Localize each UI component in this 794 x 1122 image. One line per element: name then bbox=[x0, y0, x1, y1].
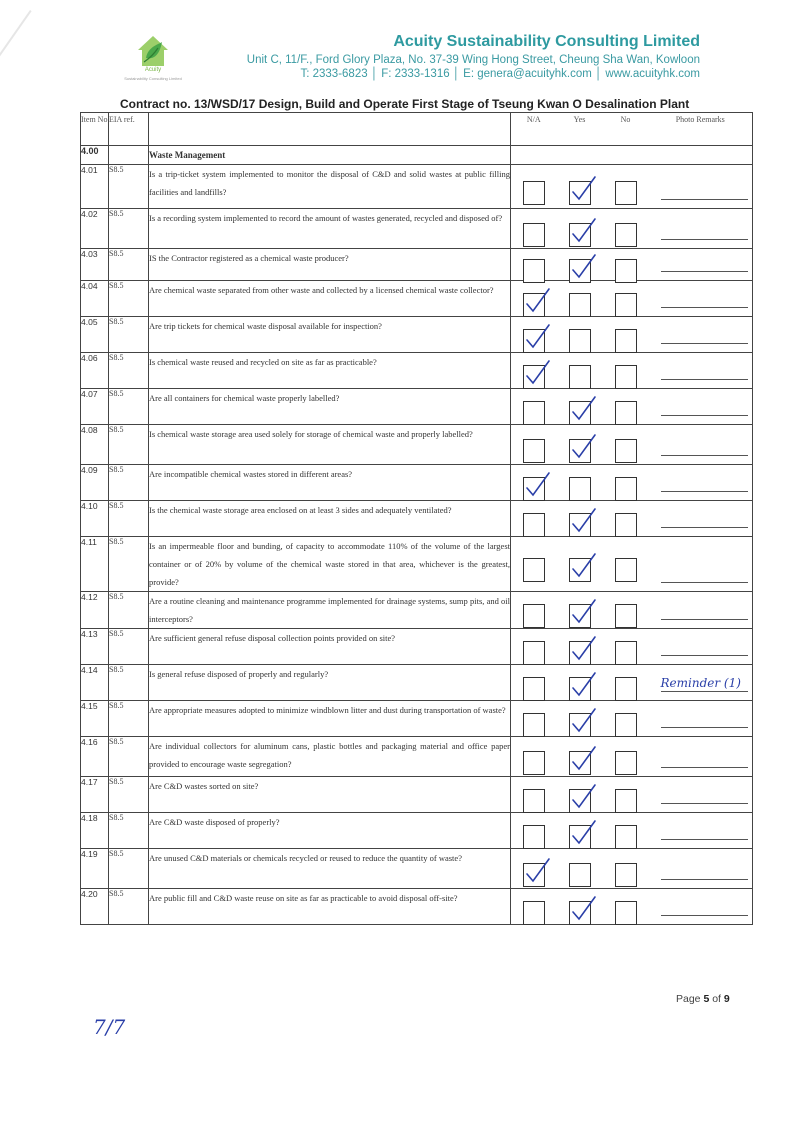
table-row bbox=[81, 165, 753, 209]
item-number: 4.03 bbox=[81, 249, 109, 281]
photo-remarks-cell[interactable] bbox=[649, 592, 753, 629]
remarks-line bbox=[661, 619, 749, 620]
item-number: 4.07 bbox=[81, 389, 109, 425]
item-number: 4.01 bbox=[81, 165, 109, 209]
yes-checkbox[interactable] bbox=[569, 713, 591, 737]
na-checkbox[interactable] bbox=[523, 513, 545, 537]
remarks-line bbox=[661, 915, 749, 916]
na-checkbox[interactable] bbox=[523, 789, 545, 813]
section-row bbox=[81, 146, 753, 165]
na-checkbox[interactable] bbox=[523, 223, 545, 247]
checklist-question: Are C&D waste disposed of properly? bbox=[149, 813, 511, 849]
photo-remarks-cell[interactable] bbox=[649, 209, 753, 249]
checklist-question: IS the Contractor registered as a chemical waste producer? bbox=[149, 249, 511, 281]
item-number: 4.15 bbox=[81, 701, 109, 737]
table-row bbox=[81, 317, 753, 353]
item-number: 4.08 bbox=[81, 425, 109, 465]
remarks-line bbox=[661, 343, 749, 344]
handwritten-tick-icon bbox=[522, 358, 552, 388]
remarks-line bbox=[661, 767, 749, 768]
photo-remarks-cell[interactable] bbox=[649, 813, 753, 849]
na-checkbox[interactable] bbox=[523, 439, 545, 463]
remarks-line bbox=[661, 239, 749, 240]
checklist-question: Is chemical waste reused and recycled on site as far as practicable? bbox=[149, 353, 511, 389]
na-checkbox[interactable] bbox=[523, 751, 545, 775]
logo-subtext: Sustainability Consulting Limited bbox=[124, 76, 182, 81]
no-checkbox[interactable] bbox=[615, 558, 637, 582]
handwritten-tick-icon bbox=[568, 670, 598, 700]
table-row bbox=[81, 889, 753, 925]
remarks-line bbox=[661, 307, 749, 308]
eia-ref: S8.5 bbox=[109, 317, 149, 353]
handwritten-tick-icon bbox=[568, 818, 598, 848]
photo-remarks-cell[interactable] bbox=[649, 353, 753, 389]
table-row bbox=[81, 501, 753, 537]
eia-ref: S8.5 bbox=[109, 629, 149, 665]
remarks-line bbox=[661, 879, 749, 880]
checklist-question: Is an impermeable floor and bunding, of capacity to accommodate 110% of the volume of the largest container or of 20% by volume of the chemical waste stored in that area, whichever is the greatest, provide? bbox=[149, 537, 511, 592]
checklist-question: Is a recording system implemented to record the amount of wastes generated, recycled and disposed of? bbox=[149, 209, 511, 249]
item-number: 4.19 bbox=[81, 849, 109, 889]
photo-remarks-cell[interactable] bbox=[649, 465, 753, 501]
checklist-question: Are chemical waste separated from other waste and collected by a licensed chemical waste collector? bbox=[149, 281, 511, 317]
photo-remarks-cell[interactable] bbox=[649, 849, 753, 889]
table-row bbox=[81, 537, 753, 592]
waste-management-checklist bbox=[80, 112, 753, 925]
handwritten-tick-icon bbox=[568, 252, 598, 282]
checklist-question: Are individual collectors for aluminum cans, plastic bottles and packaging material and office paper provided to encourage waste segregation? bbox=[149, 737, 511, 777]
no-checkbox[interactable] bbox=[615, 901, 637, 925]
checklist-question: Is general refuse disposed of properly and regularly? bbox=[149, 665, 511, 701]
remarks-line bbox=[661, 582, 749, 583]
col-question-header bbox=[149, 113, 511, 146]
section-title: Waste Management bbox=[149, 146, 511, 165]
eia-ref: S8.5 bbox=[109, 777, 149, 813]
checklist-question: Are incompatible chemical wastes stored in different areas? bbox=[149, 465, 511, 501]
remarks-line bbox=[661, 803, 749, 804]
col-remarks-header: Photo Remarks bbox=[649, 113, 753, 146]
photo-remarks-cell[interactable] bbox=[649, 281, 753, 317]
na-checkbox[interactable] bbox=[523, 401, 545, 425]
handwritten-tick-icon bbox=[522, 856, 552, 886]
item-number: 4.18 bbox=[81, 813, 109, 849]
na-checkbox[interactable] bbox=[523, 558, 545, 582]
handwritten-tick-icon bbox=[568, 174, 598, 204]
photo-remarks-cell[interactable] bbox=[649, 317, 753, 353]
checklist-question: Are all containers for chemical waste properly labelled? bbox=[149, 389, 511, 425]
no-checkbox[interactable] bbox=[615, 329, 637, 353]
checklist-question: Are a routine cleaning and maintenance programme implemented for drainage systems, sump pits, and oil interceptors? bbox=[149, 592, 511, 629]
no-checkbox[interactable] bbox=[615, 365, 637, 389]
checklist-question: Are C&D wastes sorted on site? bbox=[149, 777, 511, 813]
item-number: 4.12 bbox=[81, 592, 109, 629]
yes-checkbox[interactable] bbox=[569, 513, 591, 537]
handwritten-tick-icon bbox=[568, 597, 598, 627]
photo-remarks-cell[interactable] bbox=[649, 165, 753, 209]
photo-remarks-cell[interactable] bbox=[649, 425, 753, 465]
handwritten-tick-icon bbox=[568, 744, 598, 774]
checklist-question: Is the chemical waste storage area enclosed on at least 3 sides and adequately ventilated? bbox=[149, 501, 511, 537]
eia-ref: S8.5 bbox=[109, 537, 149, 592]
na-checkbox[interactable] bbox=[523, 477, 545, 501]
item-number: 4.09 bbox=[81, 465, 109, 501]
table-row bbox=[81, 737, 753, 777]
table-row bbox=[81, 389, 753, 425]
handwritten-tick-icon bbox=[568, 894, 598, 924]
eia-ref: S8.5 bbox=[109, 849, 149, 889]
remarks-line bbox=[661, 839, 749, 840]
eia-ref: S8.5 bbox=[109, 813, 149, 849]
company-address: Unit C, 11/F., Ford Glory Plaza, No. 37-39 Wing Hong Street, Cheung Sha Wan, Kowloon bbox=[246, 54, 700, 66]
item-number: 4.05 bbox=[81, 317, 109, 353]
table-row bbox=[81, 813, 753, 849]
eia-ref: S8.5 bbox=[109, 281, 149, 317]
item-number: 4.17 bbox=[81, 777, 109, 813]
photo-remarks-cell[interactable] bbox=[649, 665, 753, 701]
na-checkbox[interactable] bbox=[523, 293, 545, 317]
no-checkbox[interactable] bbox=[615, 293, 637, 317]
item-number: 4.02 bbox=[81, 209, 109, 249]
checklist-question: Are unused C&D materials or chemicals recycled or reused to reduce the quantity of waste? bbox=[149, 849, 511, 889]
no-checkbox[interactable] bbox=[615, 223, 637, 247]
checklist-question: Are appropriate measures adopted to minimize windblown litter and dust during transportation of waste? bbox=[149, 701, 511, 737]
table-row bbox=[81, 592, 753, 629]
photo-remarks-cell[interactable] bbox=[649, 249, 753, 281]
na-checkbox[interactable] bbox=[523, 604, 545, 628]
no-checkbox[interactable] bbox=[615, 513, 637, 537]
checklist-question: Are public fill and C&D waste reuse on site as far as practicable to avoid disposal off-site? bbox=[149, 889, 511, 925]
table-row bbox=[81, 665, 753, 701]
remarks-line bbox=[661, 455, 749, 456]
no-checkbox[interactable] bbox=[615, 863, 637, 887]
yes-checkbox[interactable] bbox=[569, 181, 591, 205]
yes-checkbox[interactable] bbox=[569, 901, 591, 925]
item-number: 4.06 bbox=[81, 353, 109, 389]
no-checkbox[interactable] bbox=[615, 677, 637, 701]
photo-remarks-cell[interactable] bbox=[649, 737, 753, 777]
handwritten-tick-icon bbox=[522, 470, 552, 500]
eia-ref: S8.5 bbox=[109, 209, 149, 249]
handwritten-tick-icon bbox=[568, 551, 598, 581]
item-number: 4.13 bbox=[81, 629, 109, 665]
yes-checkbox[interactable] bbox=[569, 825, 591, 849]
yes-checkbox[interactable] bbox=[569, 789, 591, 813]
checklist-question: Are trip tickets for chemical waste disposal available for inspection? bbox=[149, 317, 511, 353]
yes-checkbox[interactable] bbox=[569, 329, 591, 353]
handwritten-tick-icon bbox=[568, 506, 598, 536]
no-checkbox[interactable] bbox=[615, 259, 637, 283]
photo-remarks-cell[interactable] bbox=[649, 701, 753, 737]
remarks-line bbox=[661, 691, 749, 692]
photo-remarks-cell[interactable] bbox=[649, 629, 753, 665]
yes-checkbox[interactable] bbox=[569, 558, 591, 582]
eia-ref: S8.5 bbox=[109, 737, 149, 777]
remarks-line bbox=[661, 271, 749, 272]
handwritten-tick-icon bbox=[568, 782, 598, 812]
col-no-header: No bbox=[603, 113, 649, 146]
item-number: 4.14 bbox=[81, 665, 109, 701]
item-number: 4.04 bbox=[81, 281, 109, 317]
no-checkbox[interactable] bbox=[615, 401, 637, 425]
table-row bbox=[81, 465, 753, 501]
page-number: Page 5 of 9 bbox=[676, 993, 730, 1005]
eia-ref: S8.5 bbox=[109, 665, 149, 701]
remarks-line bbox=[661, 727, 749, 728]
no-checkbox[interactable] bbox=[615, 825, 637, 849]
photo-remarks-cell[interactable] bbox=[649, 501, 753, 537]
table-row bbox=[81, 425, 753, 465]
handwritten-tick-icon bbox=[568, 706, 598, 736]
table-row bbox=[81, 249, 753, 281]
handwritten-tick-icon bbox=[568, 432, 598, 462]
checklist-question: Are sufficient general refuse disposal collection points provided on site? bbox=[149, 629, 511, 665]
remarks-line bbox=[661, 527, 749, 528]
table-row bbox=[81, 353, 753, 389]
handwritten-tick-icon bbox=[568, 216, 598, 246]
na-checkbox[interactable] bbox=[523, 677, 545, 701]
table-row bbox=[81, 777, 753, 813]
section-number: 4.00 bbox=[81, 146, 109, 165]
remarks-line bbox=[661, 415, 749, 416]
yes-checkbox[interactable] bbox=[569, 863, 591, 887]
yes-checkbox[interactable] bbox=[569, 604, 591, 628]
photo-remarks-cell[interactable] bbox=[649, 389, 753, 425]
no-checkbox[interactable] bbox=[615, 181, 637, 205]
item-number: 4.11 bbox=[81, 537, 109, 592]
na-checkbox[interactable] bbox=[523, 365, 545, 389]
yes-checkbox[interactable] bbox=[569, 641, 591, 665]
contract-title: Contract no. 13/WSD/17 Design, Build and Operate First Stage of Tseung Kwan O Desalination Plant bbox=[120, 97, 690, 111]
yes-checkbox[interactable] bbox=[569, 477, 591, 501]
item-number: 4.16 bbox=[81, 737, 109, 777]
yes-checkbox[interactable] bbox=[569, 439, 591, 463]
checklist-question: Is chemical waste storage area used solely for storage of chemical waste and properly labelled? bbox=[149, 425, 511, 465]
col-na-header: N/A bbox=[511, 113, 557, 146]
no-checkbox[interactable] bbox=[615, 604, 637, 628]
checklist-question: Is a trip-ticket system implemented to monitor the disposal of C&D and solid wastes at public filling facilities and landfills? bbox=[149, 165, 511, 209]
eia-ref: S8.5 bbox=[109, 249, 149, 281]
eia-ref: S8.5 bbox=[109, 889, 149, 925]
na-checkbox[interactable] bbox=[523, 259, 545, 283]
yes-checkbox[interactable] bbox=[569, 223, 591, 247]
yes-checkbox[interactable] bbox=[569, 401, 591, 425]
na-checkbox[interactable] bbox=[523, 863, 545, 887]
na-checkbox[interactable] bbox=[523, 181, 545, 205]
no-checkbox[interactable] bbox=[615, 477, 637, 501]
company-name: Acuity Sustainability Consulting Limited bbox=[393, 33, 700, 50]
photo-remarks-cell[interactable] bbox=[649, 537, 753, 592]
na-checkbox[interactable] bbox=[523, 713, 545, 737]
handwritten-remark: Reminder (1) bbox=[660, 676, 741, 690]
na-checkbox[interactable] bbox=[523, 825, 545, 849]
eia-ref: S8.5 bbox=[109, 592, 149, 629]
col-item-header: Item No bbox=[81, 113, 109, 146]
yes-checkbox[interactable] bbox=[569, 751, 591, 775]
table-row bbox=[81, 701, 753, 737]
yes-checkbox[interactable] bbox=[569, 259, 591, 283]
eia-ref: S8.5 bbox=[109, 701, 149, 737]
no-checkbox[interactable] bbox=[615, 751, 637, 775]
item-number: 4.10 bbox=[81, 501, 109, 537]
table-row bbox=[81, 281, 753, 317]
company-contact: T: 2333-6823 │ F: 2333-1316 │ E: genera@acuityhk.com │ www.acuityhk.com bbox=[300, 68, 700, 80]
col-yes-header: Yes bbox=[557, 113, 603, 146]
remarks-line bbox=[661, 199, 749, 200]
handwritten-tick-icon bbox=[568, 634, 598, 664]
na-checkbox[interactable] bbox=[523, 329, 545, 353]
no-checkbox[interactable] bbox=[615, 789, 637, 813]
eia-ref: S8.5 bbox=[109, 165, 149, 209]
col-ref-header: EIA ref. bbox=[109, 113, 149, 146]
remarks-line bbox=[661, 379, 749, 380]
handwritten-page-count: 7/7 bbox=[93, 1015, 126, 1039]
table-row bbox=[81, 629, 753, 665]
yes-checkbox[interactable] bbox=[569, 677, 591, 701]
na-checkbox[interactable] bbox=[523, 641, 545, 665]
handwritten-tick-icon bbox=[522, 322, 552, 352]
logo-wordmark: Acuity bbox=[144, 67, 162, 73]
eia-ref: S8.5 bbox=[109, 389, 149, 425]
handwritten-tick-icon bbox=[522, 286, 552, 316]
table-row bbox=[81, 849, 753, 889]
item-number: 4.20 bbox=[81, 889, 109, 925]
eia-ref: S8.5 bbox=[109, 465, 149, 501]
remarks-line bbox=[661, 491, 749, 492]
remarks-line bbox=[661, 655, 749, 656]
no-checkbox[interactable] bbox=[615, 641, 637, 665]
no-checkbox[interactable] bbox=[615, 713, 637, 737]
na-checkbox[interactable] bbox=[523, 901, 545, 925]
table-row bbox=[81, 209, 753, 249]
table-header-row bbox=[81, 113, 753, 146]
photo-remarks-cell[interactable] bbox=[649, 889, 753, 925]
yes-checkbox[interactable] bbox=[569, 365, 591, 389]
photo-remarks-cell[interactable] bbox=[649, 777, 753, 813]
eia-ref: S8.5 bbox=[109, 353, 149, 389]
eia-ref: S8.5 bbox=[109, 425, 149, 465]
scan-edge-mark bbox=[0, 10, 32, 89]
eia-ref: S8.5 bbox=[109, 501, 149, 537]
handwritten-tick-icon bbox=[568, 394, 598, 424]
no-checkbox[interactable] bbox=[615, 439, 637, 463]
yes-checkbox[interactable] bbox=[569, 293, 591, 317]
